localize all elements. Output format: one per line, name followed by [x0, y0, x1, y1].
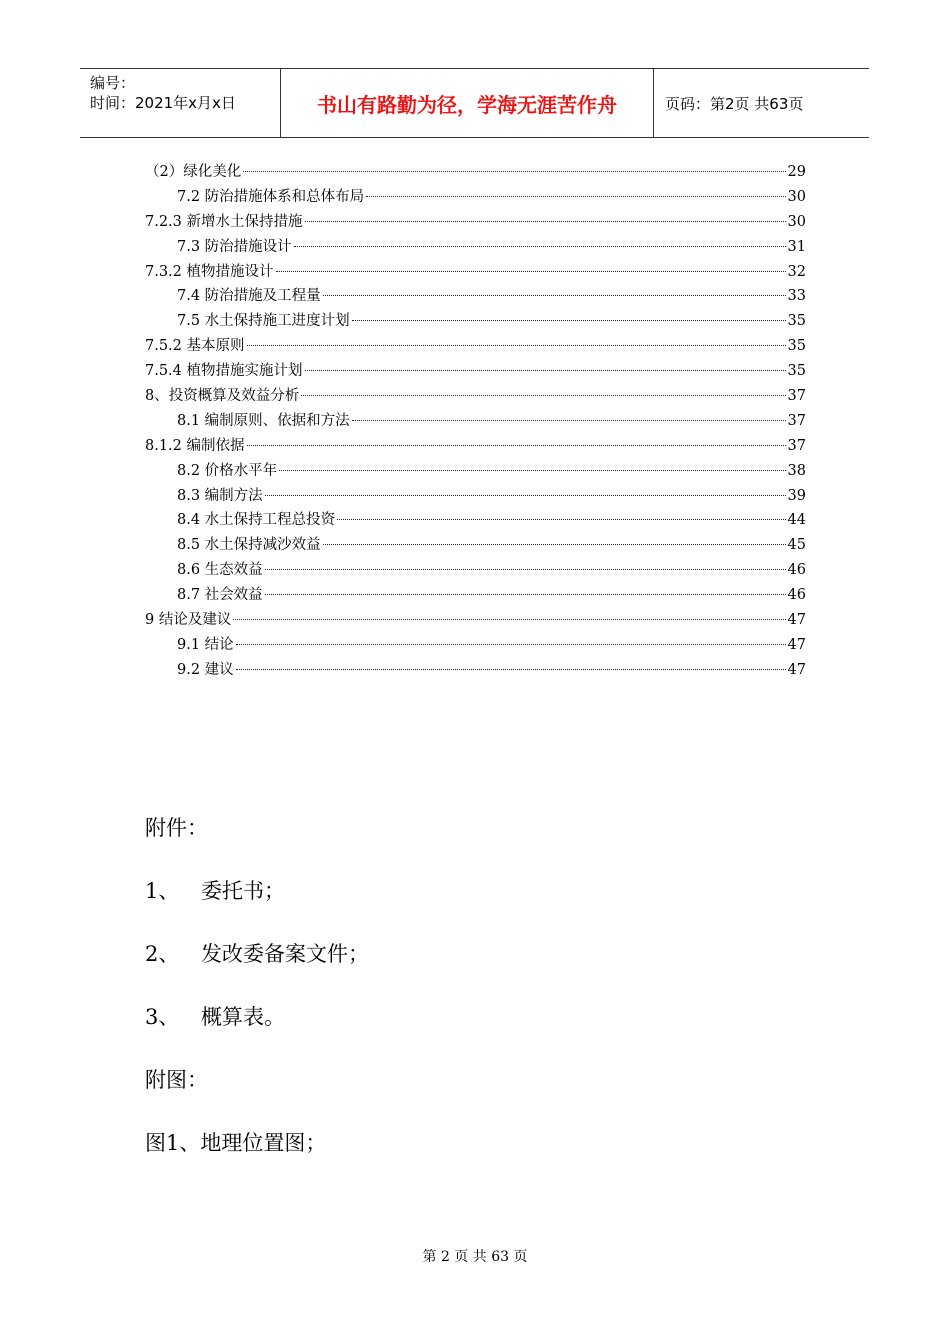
toc-dot-leader	[265, 593, 786, 595]
toc-entry-page: 30	[787, 188, 806, 205]
toc-dot-leader	[276, 270, 786, 272]
toc-entry-title: 8.2 价格水平年	[177, 462, 278, 479]
toc-entry[interactable]	[145, 633, 806, 658]
figure-item-1: 图1、地理位置图；	[145, 1131, 327, 1155]
page-header	[80, 68, 869, 138]
page-footer: 第 2 页 共 63 页	[422, 1249, 528, 1265]
toc-entry[interactable]	[145, 210, 806, 235]
toc-entry-title: 8.3 编制方法	[177, 487, 263, 504]
toc-entry-title: 7.3 防治措施设计	[177, 238, 292, 255]
toc-dot-leader	[233, 618, 785, 620]
toc-entry-page: 45	[787, 537, 806, 554]
toc-entry-page: 35	[787, 313, 806, 330]
toc-entry[interactable]	[145, 409, 806, 434]
toc-entry-page: 32	[787, 263, 806, 280]
toc-entry-page: 46	[787, 587, 806, 604]
toc-entry-title: （2）绿化美化	[145, 164, 242, 180]
attachment-text: 概算表。	[201, 1005, 285, 1029]
toc-dot-leader	[305, 220, 786, 222]
toc-dot-leader	[323, 294, 786, 296]
toc-entry-page: 35	[787, 338, 806, 355]
toc-entry[interactable]	[145, 235, 806, 260]
document-time-label: 时间：2021年x月x日	[90, 94, 236, 112]
toc-entry-page: 44	[787, 512, 806, 529]
attachment-number: 2、	[145, 942, 180, 966]
toc-entry[interactable]	[145, 533, 806, 558]
table-of-contents	[145, 160, 806, 683]
toc-entry-title: 8.1 编制原则、依据和方法	[177, 412, 350, 429]
toc-dot-leader	[247, 344, 786, 346]
toc-entry-page: 37	[787, 388, 806, 405]
toc-entry-title: 9.2 建议	[177, 661, 234, 678]
toc-entry-page: 46	[787, 562, 806, 579]
toc-entry-page: 31	[787, 238, 806, 255]
toc-dot-leader	[236, 643, 786, 645]
attachment-item-2	[145, 938, 369, 968]
attachment-number: 1、	[145, 879, 180, 903]
toc-entry-page: 37	[787, 412, 806, 429]
toc-dot-leader	[305, 369, 786, 371]
toc-dot-leader	[352, 419, 786, 421]
toc-entry-title: 8.1.2 编制依据	[145, 437, 245, 454]
toc-entry-page: 35	[787, 363, 806, 380]
toc-entry[interactable]	[145, 583, 806, 608]
toc-entry-page: 37	[787, 437, 806, 454]
toc-entry[interactable]	[145, 558, 806, 583]
toc-dot-leader	[247, 444, 786, 446]
toc-entry[interactable]	[145, 484, 806, 509]
attachment-number: 3、	[145, 1005, 180, 1029]
figures-heading: 附图：	[145, 1068, 208, 1092]
toc-entry-page: 39	[787, 487, 806, 504]
toc-dot-leader	[301, 394, 785, 396]
header-meta	[80, 69, 281, 137]
toc-entry-page: 47	[787, 612, 806, 629]
toc-entry-title: 8.7 社会效益	[177, 587, 263, 604]
toc-entry-page: 30	[787, 213, 806, 230]
toc-entry[interactable]	[145, 658, 806, 683]
toc-entry-title: 7.5.4 植物措施实施计划	[145, 363, 303, 380]
toc-dot-leader	[294, 245, 786, 247]
toc-entry[interactable]	[145, 284, 806, 309]
toc-dot-leader	[265, 568, 786, 570]
toc-entry-page: 47	[787, 636, 806, 653]
toc-entry[interactable]	[145, 309, 806, 334]
header-page-info: 页码：第2页 共63页	[665, 94, 804, 113]
attachment-item-1	[145, 875, 285, 905]
toc-entry[interactable]	[145, 608, 806, 633]
attachment-text: 委托书；	[201, 879, 285, 903]
toc-dot-leader	[323, 543, 786, 545]
toc-entry-page: 33	[787, 288, 806, 305]
toc-entry[interactable]	[145, 434, 806, 459]
toc-entry-title: 7.2.3 新增水土保持措施	[145, 213, 303, 230]
toc-dot-leader	[352, 319, 786, 321]
toc-entry-title: 8.5 水土保持减沙效益	[177, 537, 321, 554]
toc-entry-title: 7.4 防治措施及工程量	[177, 288, 321, 305]
toc-entry-page: 38	[787, 462, 806, 479]
toc-entry-title: 9 结论及建议	[145, 612, 232, 629]
toc-entry-title: 7.3.2 植物措施设计	[145, 263, 274, 280]
attachments-heading: 附件：	[145, 816, 208, 840]
toc-entry-title: 7.5 水土保持施工进度计划	[177, 313, 350, 330]
toc-entry[interactable]	[145, 334, 806, 359]
toc-entry-title: 8、投资概算及效益分析	[145, 388, 300, 405]
toc-entry[interactable]	[145, 260, 806, 285]
toc-entry-page: 29	[787, 164, 806, 180]
attachment-text: 发改委备案文件；	[201, 942, 369, 966]
toc-entry-title: 8.4 水土保持工程总投资	[177, 512, 336, 529]
toc-entry[interactable]	[145, 384, 806, 409]
toc-entry-page: 47	[787, 661, 806, 678]
toc-dot-leader	[366, 195, 785, 197]
document-number-label: 编号：	[90, 74, 136, 92]
attachment-item-3	[145, 1001, 285, 1031]
toc-dot-leader	[337, 518, 785, 520]
toc-entry[interactable]	[145, 160, 806, 185]
toc-entry-title: 7.2 防治措施体系和总体布局	[177, 188, 365, 205]
toc-dot-leader	[236, 668, 786, 670]
toc-entry[interactable]	[145, 359, 806, 384]
header-motto: 书山有路勤为径，学海无涯苦作舟	[281, 69, 654, 137]
toc-entry-title: 8.6 生态效益	[177, 562, 263, 579]
toc-entry[interactable]	[145, 459, 806, 484]
toc-dot-leader	[243, 170, 785, 172]
toc-dot-leader	[279, 469, 785, 471]
toc-entry[interactable]	[145, 185, 806, 210]
toc-entry-title: 9.1 结论	[177, 636, 234, 653]
toc-entry[interactable]	[145, 508, 806, 533]
toc-dot-leader	[265, 494, 786, 496]
toc-entry-title: 7.5.2 基本原则	[145, 338, 245, 355]
